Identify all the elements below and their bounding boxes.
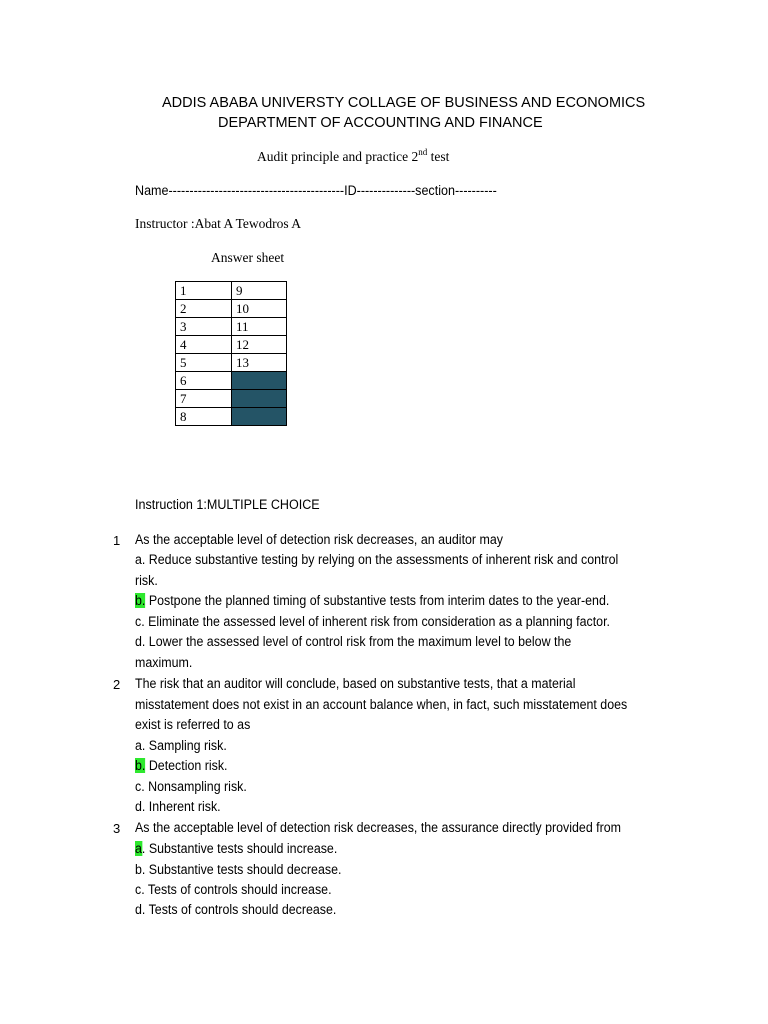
test-title-suffix: test [427,149,450,164]
table-row [176,300,287,318]
question-stem-continued: exist is referred to as [135,717,251,732]
test-title-superscript: nd [418,147,428,157]
option-d: d. Tests of controls should decrease. [135,902,337,917]
name-id-section-line: Name------------------------------------------ID--------------section---------- [135,183,497,198]
answer-sheet-heading: Answer sheet [211,250,285,265]
instructor-line: Instructor :Abat A Tewodros A [135,216,302,231]
table-row [176,336,287,354]
question-number: 3 [113,821,121,836]
answer-highlight: b. [135,758,146,773]
answer-cell[interactable]: 11 [232,318,287,336]
option-a: a. Reduce substantive testing by relying on the assessments of inherent risk and control [135,552,619,567]
answer-cell[interactable]: 5 [176,354,232,372]
question-stem-continued: misstatement does not exist in an account balance when, in fact, such misstatement does [135,697,628,712]
question-number: 1 [113,533,121,548]
answer-highlight: b. [135,593,146,608]
option-c: c. Nonsampling risk. [135,779,247,794]
option-b: b. Substantive tests should decrease. [135,862,342,877]
answer-highlight: a [135,841,142,856]
answer-cell[interactable]: 9 [232,282,287,300]
shaded-cell [232,372,287,390]
question-stem: The risk that an auditor will conclude, based on substantive tests, that a material [135,676,576,691]
option-c: c. Tests of controls should increase. [135,882,332,897]
table-row [176,282,287,300]
answer-cell[interactable]: 7 [176,390,232,408]
option-b-text: Detection risk. [145,758,228,773]
option-a: a. Sampling risk. [135,738,227,753]
test-title [257,149,449,165]
option-a-correct [135,841,337,856]
table-row [176,390,287,408]
option-d-continued: maximum. [135,655,193,670]
option-d: d. Inherent risk. [135,799,221,814]
option-b-correct [135,758,228,773]
question-stem: As the acceptable level of detection risk decreases, an auditor may [135,532,503,547]
table-row [176,354,287,372]
answer-cell[interactable]: 1 [176,282,232,300]
department-title: DEPARTMENT OF ACCOUNTING AND FINANCE [218,115,543,131]
answer-cell[interactable]: 2 [176,300,232,318]
table-row [176,318,287,336]
table-row [176,372,287,390]
option-a-text: . Substantive tests should increase. [141,841,338,856]
answer-cell[interactable]: 8 [176,408,232,426]
answer-cell[interactable]: 10 [232,300,287,318]
shaded-cell [232,390,287,408]
option-c: c. Eliminate the assessed level of inherent risk from consideration as a planning factor. [135,614,610,629]
question-number: 2 [113,677,121,692]
shaded-cell [232,408,287,426]
table-row [176,408,287,426]
option-b-correct [135,593,609,608]
option-a-continued: risk. [135,573,158,588]
option-d: d. Lower the assessed level of control risk from the maximum level to below the [135,634,572,649]
answer-cell[interactable]: 12 [232,336,287,354]
question-stem: As the acceptable level of detection risk decreases, the assurance directly provided from [135,820,622,835]
university-title: ADDIS ABABA UNIVERSTY COLLAGE OF BUSINESS AND ECONOMICS [162,95,646,111]
option-b-text: Postpone the planned timing of substantive tests from interim dates to the year-end. [145,593,610,608]
answer-cell[interactable]: 13 [232,354,287,372]
answer-cell[interactable]: 4 [176,336,232,354]
answer-sheet-table [175,281,287,426]
instruction-heading: Instruction 1:MULTIPLE CHOICE [135,497,320,512]
answer-cell[interactable]: 6 [176,372,232,390]
answer-cell[interactable]: 3 [176,318,232,336]
test-title-text: Audit principle and practice 2 [257,149,419,164]
